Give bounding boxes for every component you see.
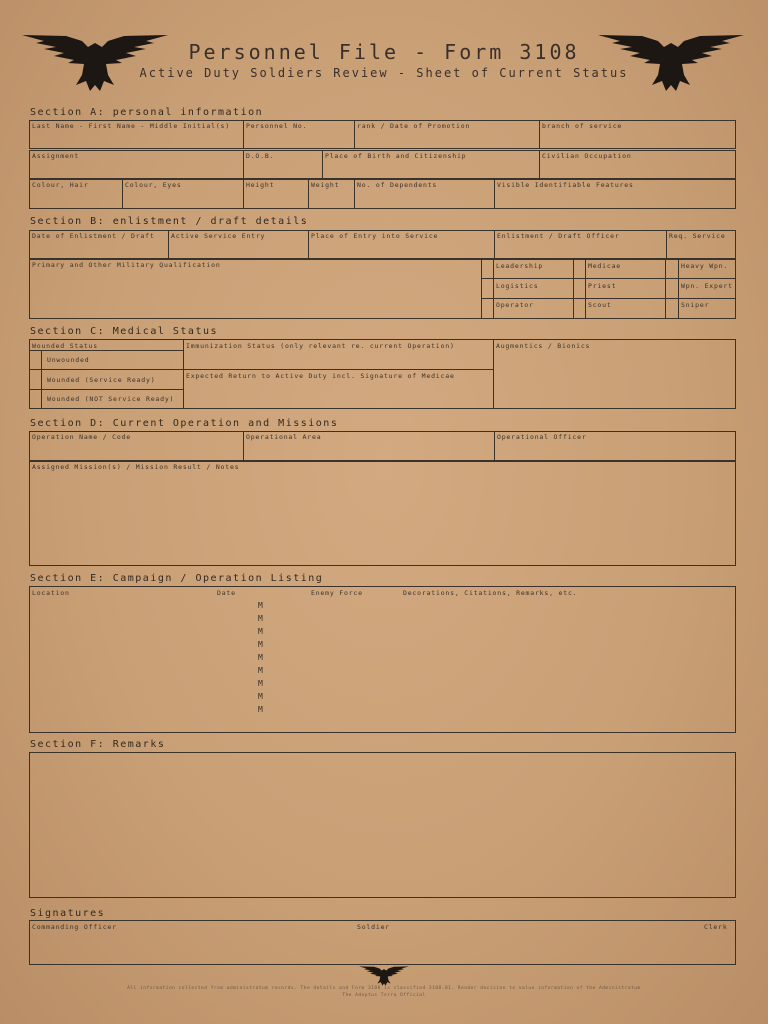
m-marker: M (258, 679, 263, 688)
heavy-wpn-checkbox[interactable] (665, 259, 679, 279)
wounded-ready-checkbox[interactable] (29, 369, 42, 390)
column-enemy-force: Enemy Force (311, 589, 363, 597)
medicae-checkbox[interactable] (573, 259, 586, 279)
hair-field[interactable]: Colour, Hair (29, 179, 123, 209)
footer-disclaimer: All information collected from administratum records. The details and Form 3108 is classified 3108.01. Render decision to value information of the Administratum (127, 986, 641, 991)
m-marker: M (258, 692, 263, 701)
weight-field[interactable]: Weight (308, 179, 355, 209)
soldier-signature[interactable]: Soldier (357, 923, 390, 931)
logistics-checkbox[interactable] (481, 278, 494, 299)
enlist-officer-field[interactable]: Enlistment / Draft Officer (494, 230, 667, 259)
m-marker: M (258, 666, 263, 675)
wounded-not-ready-label: Wounded (NOT Service Ready) (47, 395, 175, 403)
section-b-heading: Section B: enlistment / draft details (30, 216, 309, 227)
immunization-field[interactable]: Immunization Status (only relevant re. current Operation) (186, 342, 455, 350)
leadership-label: Leadership (496, 262, 544, 270)
civilian-field[interactable]: Civilian Occupation (539, 150, 736, 179)
section-e-heading: Section E: Campaign / Operation Listing (30, 573, 324, 584)
remarks-field[interactable] (29, 752, 736, 898)
page-title: Personnel File - Form 3108 (188, 40, 580, 64)
scout-checkbox[interactable] (573, 298, 586, 319)
unwounded-checkbox[interactable] (29, 350, 42, 370)
m-marker: M (258, 627, 263, 636)
campaign-listing-box[interactable] (29, 586, 736, 733)
wounded-not-ready-checkbox[interactable] (29, 389, 42, 409)
assignment-field[interactable]: Assignment (29, 150, 244, 179)
unwounded-label: Unwounded (47, 356, 90, 364)
expected-return-field[interactable]: Expected Return to Active Duty incl. Signature of Medicae (186, 372, 455, 380)
commanding-officer-signature[interactable]: Commanding Officer (32, 923, 117, 931)
personnel-no-field[interactable]: Personnel No. (243, 120, 355, 149)
column-date: Date (217, 589, 236, 597)
name-field[interactable]: Last Name - First Name - Middle Initial(s) (29, 120, 244, 149)
m-marker-column (258, 599, 263, 716)
m-marker: M (258, 614, 263, 623)
sniper-label: Sniper (681, 301, 710, 309)
footer-eagle-icon (359, 965, 409, 987)
place-entry-field[interactable]: Place of Entry into Service (308, 230, 495, 259)
heavy-wpn-label: Heavy Wpn. (681, 262, 729, 270)
enlist-date-field[interactable]: Date of Enlistment / Draft (29, 230, 169, 259)
sniper-checkbox[interactable] (665, 298, 679, 319)
section-c-heading: Section C: Medical Status (30, 326, 219, 337)
rank-field[interactable]: rank / Date of Promotion (354, 120, 540, 149)
section-d-heading: Section D: Current Operation and Missions (30, 418, 339, 429)
priest-label: Priest (588, 282, 617, 290)
wpn-expert-checkbox[interactable] (665, 278, 679, 299)
column-decorations: Decorations, Citations, Remarks, etc. (403, 589, 578, 597)
active-entry-field[interactable]: Active Service Entry (168, 230, 309, 259)
birth-field[interactable]: Place of Birth and Citizenship (322, 150, 540, 179)
eyes-field[interactable]: Colour, Eyes (122, 179, 244, 209)
dependents-field[interactable]: No. of Dependents (354, 179, 495, 209)
wounded-ready-label: Wounded (Service Ready) (47, 376, 156, 384)
req-service-field[interactable]: Req. Service (666, 230, 736, 259)
medicae-label: Medicae (588, 262, 621, 270)
qualification-field[interactable]: Primary and Other Military Qualification (29, 259, 482, 319)
dob-field[interactable]: D.O.B. (243, 150, 323, 179)
operational-area-field[interactable]: Operational Area (243, 431, 495, 461)
height-field[interactable]: Height (243, 179, 309, 209)
augmentics-field[interactable]: Augmentics / Bionics (496, 342, 591, 350)
m-marker: M (258, 640, 263, 649)
operator-checkbox[interactable] (481, 298, 494, 319)
wounded-status-label: Wounded Status (32, 342, 98, 350)
scout-label: Scout (588, 301, 612, 309)
m-marker: M (258, 705, 263, 714)
missions-field[interactable]: Assigned Mission(s) / Mission Result / Notes (29, 461, 736, 566)
signatures-heading: Signatures (30, 908, 106, 919)
branch-field[interactable]: branch of service (539, 120, 736, 149)
leadership-checkbox[interactable] (481, 259, 494, 279)
section-f-heading: Section F: Remarks (30, 739, 166, 750)
features-field[interactable]: Visible Identifiable Features (494, 179, 736, 209)
wpn-expert-label: Wpn. Expert (681, 282, 733, 290)
operator-label: Operator (496, 301, 534, 309)
logistics-label: Logistics (496, 282, 539, 290)
footer-official: The Adeptus Terra Official (342, 993, 426, 998)
m-marker: M (258, 653, 263, 662)
section-a-heading: Section A: personal information (30, 107, 264, 118)
m-marker: M (258, 601, 263, 610)
priest-checkbox[interactable] (573, 278, 586, 299)
column-location: Location (32, 589, 70, 597)
operation-name-field[interactable]: Operation Name / Code (29, 431, 244, 461)
page-subtitle: Active Duty Soldiers Review - Sheet of Current Status (139, 66, 629, 80)
clerk-signature[interactable]: Clerk (704, 923, 728, 931)
operational-officer-field[interactable]: Operational Officer (494, 431, 736, 461)
